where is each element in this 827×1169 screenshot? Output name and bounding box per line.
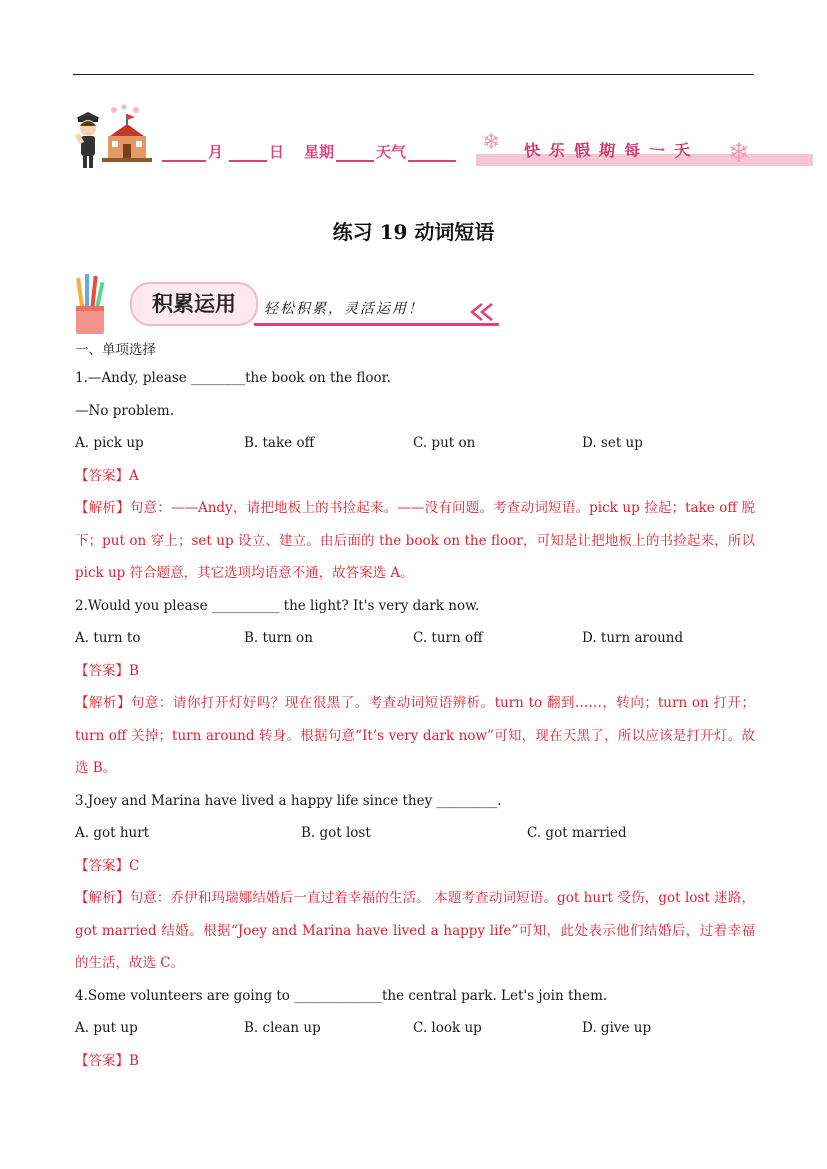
- motto-char: 期: [597, 140, 616, 161]
- options-row: [75, 817, 755, 850]
- option[interactable]: A. put up: [75, 1020, 138, 1036]
- option[interactable]: A. got hurt: [75, 825, 150, 841]
- date-weather-row: [160, 136, 458, 162]
- analysis: 【解析】句意：请你打开灯好吗？现在很黑了。考查动词短语辨析。turn to 翻到……，转向；turn on 打开；turn off 关掉；turn around 转身。根据句意“It’s very dark now”可知，现在天黑了，所以应该是打开灯。故选 B。: [75, 695, 755, 776]
- pencil-cup-icon: [74, 272, 108, 336]
- question-stem: 3.Joey and Marina have lived a happy life since they _________.: [75, 792, 502, 809]
- analysis: 【解析】句意：乔伊和玛瑞娜结婚后一直过着幸福的生活。 本题考查动词短语。got hurt 受伤，got lost 迷路，got married 结婚。根据“Joey and Marina have lived a happy life”可知，此处表示他们结婚后，过着幸福的生活，故选 C。: [75, 890, 755, 971]
- section-underline: [254, 323, 499, 326]
- motto-char: 乐: [547, 140, 566, 161]
- weekday-label: 星期: [304, 143, 335, 161]
- answer: 【答案】B: [75, 1052, 139, 1069]
- option[interactable]: C. put on: [413, 435, 476, 451]
- option[interactable]: B. take off: [244, 435, 315, 451]
- part-heading: 一、单项选择: [75, 342, 156, 358]
- snowflake-icon: ❄: [728, 138, 750, 168]
- section-label: 积累运用: [152, 292, 236, 316]
- option[interactable]: A. turn to: [75, 630, 141, 646]
- option[interactable]: D. give up: [582, 1020, 652, 1036]
- question-stem-reply: —No problem.: [75, 402, 174, 419]
- page-title: 练习 19 动词短语: [332, 220, 495, 244]
- section-banner: [74, 270, 504, 338]
- question-content: [75, 338, 755, 1077]
- school-icon: [102, 104, 152, 164]
- weather-blank[interactable]: [408, 142, 456, 162]
- answer: 【答案】B: [75, 662, 139, 679]
- question-stem: 1.—Andy, please ________the book on the floor.: [75, 370, 391, 386]
- option[interactable]: B. clean up: [244, 1020, 321, 1036]
- option[interactable]: A. pick up: [75, 435, 144, 451]
- snowflake-icon: ❄: [482, 130, 501, 155]
- analysis: 【解析】句意：——Andy，请把地板上的书捡起来。——没有问题。考查动词短语。pick up 捡起；take off 脱下；put on 穿上；set up 设立、建立。由后面的 the book on the floor，可知是让把地板上的书捡起来，所以 pick up 符合题意，其它选项均语意不通，故答案选 A。: [75, 500, 755, 581]
- answer: 【答案】A: [75, 467, 139, 484]
- motto: [524, 138, 690, 161]
- option[interactable]: D. turn around: [582, 630, 684, 646]
- double-arrow-left-icon: [468, 302, 502, 322]
- month-blank[interactable]: [162, 142, 206, 162]
- option[interactable]: B. turn on: [244, 630, 313, 646]
- day-label: 日: [269, 143, 285, 161]
- motto-char: 快: [523, 140, 542, 161]
- motto-char: 每: [623, 140, 642, 161]
- option[interactable]: C. got married: [527, 825, 627, 841]
- answer: 【答案】C: [75, 857, 140, 874]
- month-label: 月: [208, 143, 224, 161]
- day-blank[interactable]: [229, 142, 267, 162]
- graduate-icon: [72, 104, 104, 170]
- question-stem: 4.Some volunteers are going to _____________the central park. Let's join them.: [75, 987, 608, 1004]
- motto-char: 假: [573, 140, 592, 161]
- top-rule: [73, 74, 754, 75]
- options-row: [75, 622, 755, 655]
- option[interactable]: D. set up: [582, 435, 643, 451]
- option[interactable]: B. got lost: [301, 825, 371, 841]
- options-row: [75, 1012, 755, 1045]
- section-subtitle: 轻松积累，灵活运用！: [264, 301, 424, 317]
- weekday-blank[interactable]: [336, 142, 374, 162]
- header-banner: [72, 102, 817, 172]
- option[interactable]: C. look up: [413, 1020, 482, 1036]
- motto-char: 天: [673, 140, 692, 161]
- weather-label: 天气: [376, 143, 407, 161]
- option[interactable]: C. turn off: [413, 630, 483, 646]
- question-stem: 2.Would you please __________ the light? It's very dark now.: [75, 597, 480, 614]
- options-row: [75, 427, 755, 460]
- motto-char: 一: [648, 140, 666, 161]
